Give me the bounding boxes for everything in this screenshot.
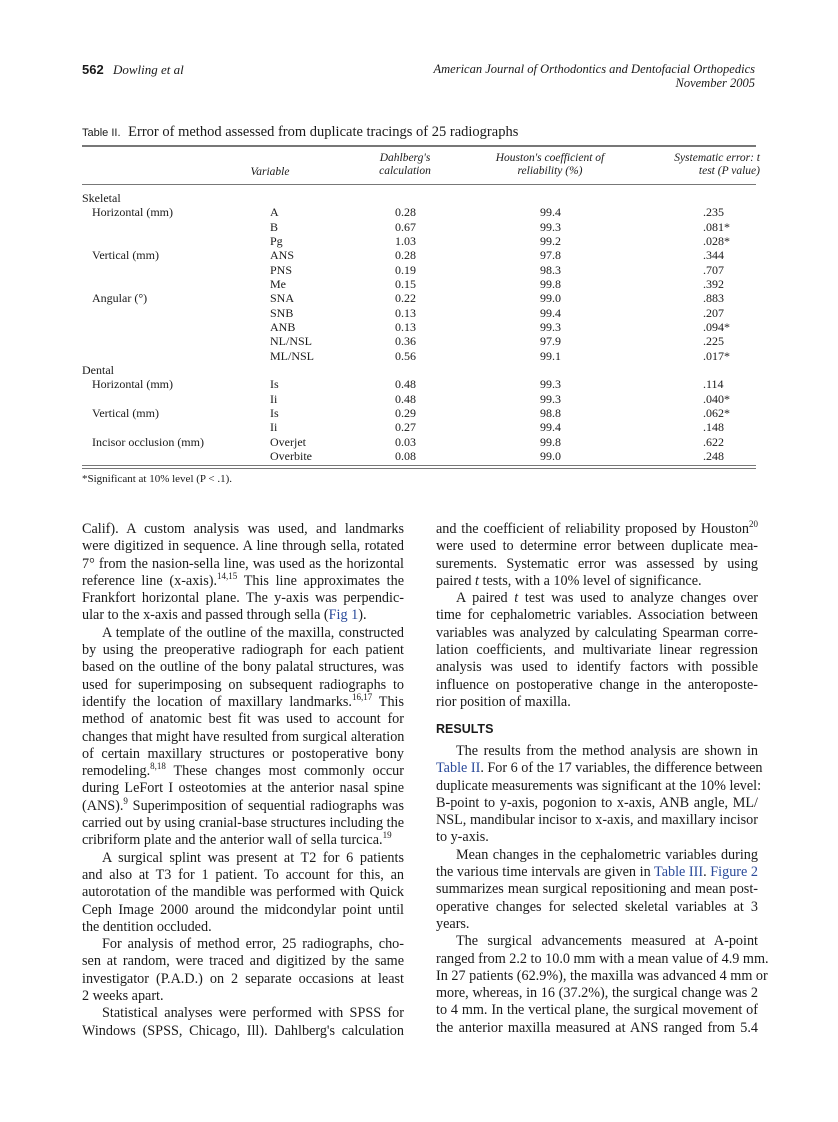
table-caption	[82, 124, 518, 141]
text-line	[436, 881, 758, 898]
cell-houston: 99.0	[540, 291, 561, 306]
text-run[interactable]: Calif). A custom analysis was used, and landmarks	[82, 521, 404, 537]
col-header-dahlberg: Dahlberg's calculation	[379, 152, 431, 177]
text-run[interactable]: analysis was used to identify factors with possible	[436, 659, 758, 676]
cell-variable: SNB	[270, 305, 294, 320]
text-line	[436, 538, 758, 555]
text-line	[82, 780, 404, 797]
cell-variable: Is	[270, 377, 279, 392]
cell-houston: 99.3	[540, 391, 561, 406]
cell-p-value: .028*	[703, 233, 730, 248]
text-line	[436, 864, 758, 881]
cross-reference-link[interactable]: Fig 1	[328, 607, 359, 624]
text-line	[82, 691, 404, 711]
col-header-variable: Variable	[250, 166, 290, 178]
text-run[interactable]: Superimposition of sequential radiographs was	[127, 797, 404, 814]
journal-name: American Journal of Orthodontics and Dentofacial Orthopedics	[433, 62, 755, 76]
row-subgroup-label: Horizontal (mm)	[92, 377, 173, 392]
citation-superscript: 9	[123, 795, 128, 806]
table-row	[82, 392, 756, 406]
text-run[interactable]: changes that might have resulted from surgical alteration	[82, 728, 405, 745]
cell-p-value: .392	[703, 276, 724, 291]
text-run[interactable]: Windows (SPSS, Chicago, Ill). Dahlberg's calculation	[82, 1022, 404, 1039]
text-line	[436, 795, 758, 812]
cell-dahlberg: 0.29	[395, 405, 416, 420]
row-group-label: Skeletal	[82, 191, 121, 205]
cell-variable: Overjet	[270, 434, 306, 449]
cell-variable: ML/NSL	[270, 348, 315, 363]
cell-dahlberg: 0.13	[395, 305, 416, 320]
cell-houston: 99.8	[540, 276, 561, 291]
text-line	[82, 607, 404, 624]
text-run[interactable]: ).	[358, 607, 367, 624]
text-line	[82, 1023, 404, 1040]
cell-houston: 97.9	[540, 334, 561, 349]
cell-variable: Me	[270, 276, 286, 291]
cell-p-value: .062*	[703, 405, 730, 420]
text-line	[436, 847, 758, 864]
text-run[interactable]: used for superimposing on subsequent radiographs to	[82, 676, 404, 693]
cell-p-value: .883	[703, 291, 724, 306]
text-run[interactable]: more, whereas, in 16 (37.2%), the surgical change was 2	[436, 985, 758, 1002]
italic-text: t	[475, 572, 479, 589]
cell-p-value: .622	[703, 434, 724, 449]
text-run[interactable]: operative changes for selected skeletal variables at 3	[436, 898, 758, 915]
text-run[interactable]: cribriform plate and the anterior wall of sella turcica.	[82, 832, 383, 849]
table-bottom-rule-2	[82, 468, 756, 469]
text-run[interactable]: tests, with a 10% level of significance.	[478, 572, 702, 589]
cell-variable: A	[270, 205, 279, 220]
text-line	[436, 967, 768, 985]
text-run[interactable]: to 4 mm. In the vertical plane, the surgical movement of	[436, 1002, 758, 1019]
text-line	[82, 570, 404, 590]
cell-houston: 99.3	[540, 377, 561, 392]
text-line	[82, 850, 404, 867]
table-section-row	[82, 191, 756, 205]
text-run[interactable]: variables was analyzed by calculating Spearman corre-	[436, 624, 758, 641]
text-line	[436, 607, 758, 624]
text-line	[82, 988, 404, 1005]
cell-p-value: .114	[703, 377, 724, 392]
cell-variable: Is	[270, 405, 279, 420]
text-run[interactable]: 7° from the nasion-sella line, was used as the horizontal	[82, 555, 404, 572]
text-run[interactable]: . For 6 of the 17 variables, the difference between	[480, 760, 763, 777]
table-row	[82, 277, 756, 291]
cell-dahlberg: 0.48	[395, 377, 416, 392]
text-run[interactable]: These changes most commonly occur	[165, 763, 404, 780]
page-number: 562	[82, 62, 104, 77]
italic-text: t	[514, 590, 519, 607]
text-line	[436, 677, 758, 694]
cell-dahlberg: 0.15	[395, 276, 416, 291]
table-footnote: *Significant at 10% level (P < .1).	[82, 473, 232, 485]
text-run[interactable]: based on the outline of the bony palatal structures, was	[82, 659, 404, 676]
text-run[interactable]: of certain maxillary structures or postoperative bony	[82, 745, 404, 762]
text-line	[82, 815, 404, 832]
text-line	[436, 556, 758, 573]
text-line	[436, 950, 769, 968]
running-header-right	[434, 62, 756, 90]
text-run[interactable]: summarizes mean surgical repositioning and mean post-	[436, 881, 758, 898]
text-line	[436, 899, 758, 916]
table-row	[82, 234, 756, 248]
cell-p-value: .248	[703, 448, 724, 463]
cell-houston: 99.4	[540, 205, 561, 220]
text-line	[82, 625, 404, 642]
cell-houston: 99.1	[540, 348, 561, 363]
row-group-label: Dental	[82, 362, 114, 377]
cell-dahlberg: 0.27	[395, 420, 416, 435]
text-run[interactable]: test was used to analyze changes over	[518, 590, 758, 607]
text-line	[436, 1020, 758, 1037]
text-run[interactable]: influence on postoperative change in the anteroposte-	[436, 676, 758, 693]
cell-dahlberg: 0.19	[395, 262, 416, 277]
text-line	[436, 521, 758, 538]
col-header-systematic-error: Systematic error: t test (P value)	[674, 152, 760, 177]
table-row	[82, 248, 756, 262]
text-run[interactable]: B-point to y-axis, pogonion to x-axis, ANB angle, ML/	[436, 794, 758, 811]
text-run[interactable]: were used to determine error between duplicate mea-	[436, 538, 758, 555]
table-row	[82, 291, 756, 305]
cell-variable: B	[270, 219, 279, 234]
right-text-column-bottom	[436, 743, 769, 1037]
text-line	[436, 1002, 758, 1019]
text-run[interactable]: 2 weeks apart.	[82, 988, 164, 1005]
text-line	[82, 659, 404, 676]
citation-superscript: 16,17	[351, 691, 373, 702]
text-run[interactable]: In 27 patients (62.9%), the maxilla was advanced 4 mm or	[436, 967, 768, 984]
text-run[interactable]: .	[703, 864, 711, 881]
cell-dahlberg: 0.13	[395, 319, 416, 334]
table-row	[82, 334, 756, 348]
cell-dahlberg: 0.67	[395, 219, 416, 234]
cell-variable: Overbite	[270, 448, 312, 463]
text-run[interactable]: and also at T3 for 1 patient. To account for this, an	[82, 866, 404, 883]
text-line	[82, 521, 404, 538]
text-line	[82, 590, 404, 607]
text-line	[82, 832, 404, 849]
text-run[interactable]: method of anatomic best fit was used to account for	[82, 711, 404, 728]
text-run[interactable]: investigator (P.A.D.) on 2 separate occasions at least	[82, 970, 404, 987]
cell-p-value: .707	[703, 262, 724, 277]
text-run[interactable]: the various time intervals are given in	[436, 864, 655, 881]
text-line	[436, 573, 758, 590]
cell-variable: Pg	[270, 233, 283, 248]
text-line	[436, 590, 758, 607]
text-line	[82, 763, 404, 780]
text-run[interactable]: For analysis of method error, 25 radiographs, cho-	[102, 936, 404, 953]
row-subgroup-label: Incisor occlusion (mm)	[92, 434, 204, 449]
text-run[interactable]: A surgical splint was present at T2 for 6 patients	[102, 849, 404, 866]
text-line	[436, 694, 758, 711]
cell-variable: PNS	[270, 262, 293, 277]
text-run[interactable]: to y-axis.	[436, 829, 489, 846]
text-line	[436, 625, 758, 642]
cell-variable: ANS	[270, 248, 295, 263]
text-line	[82, 953, 404, 970]
cell-houston: 98.8	[540, 405, 561, 420]
text-run[interactable]: paired	[436, 572, 475, 589]
table-row	[82, 449, 756, 463]
text-run[interactable]: reference line (x-axis).	[82, 572, 218, 589]
text-line	[436, 933, 758, 950]
left-text-column	[82, 521, 404, 1040]
text-run[interactable]: rior position of maxilla.	[436, 693, 571, 710]
table-row	[82, 263, 756, 277]
text-run[interactable]: NSL, mandibular incisor to x-axis, and maxillary incisor	[436, 812, 758, 829]
text-line	[436, 777, 762, 795]
cell-houston: 99.4	[540, 305, 561, 320]
text-run[interactable]: were digitized in sequence. A line through sella, rotated	[82, 538, 404, 555]
cell-dahlberg: 0.03	[395, 434, 416, 449]
text-line	[82, 556, 404, 573]
cell-p-value: .235	[703, 205, 724, 220]
authors: Dowling et al	[112, 62, 184, 77]
cell-dahlberg: 0.48	[395, 391, 416, 406]
table-title: Error of method assessed from duplicate tracings of 25 radiographs	[128, 124, 519, 140]
text-line	[82, 729, 404, 746]
text-run[interactable]: Mean changes in the cephalometric variables during	[456, 846, 758, 863]
row-subgroup-label: Angular (°)	[92, 291, 148, 306]
text-line	[436, 812, 758, 829]
text-run[interactable]: This line approximates the	[237, 572, 404, 589]
row-subgroup-label: Vertical (mm)	[92, 248, 159, 263]
text-run[interactable]: ranged from 2.2 to 10.0 mm with a mean value of 4.9 mm.	[436, 950, 769, 967]
text-run[interactable]: years.	[436, 915, 470, 932]
table-row	[82, 406, 756, 420]
cross-reference-link[interactable]: Table III	[654, 864, 704, 881]
table-row	[82, 205, 756, 219]
cell-p-value: .094*	[703, 319, 730, 334]
text-line	[436, 760, 763, 777]
text-line	[82, 1005, 404, 1022]
text-run[interactable]: Statistical analyses were performed with SPSS for	[102, 1005, 404, 1022]
text-line	[82, 746, 404, 763]
cell-dahlberg: 0.28	[395, 205, 416, 220]
text-run[interactable]: identify the location of maxillary landmarks.	[82, 693, 352, 710]
text-run[interactable]: A template of the outline of the maxilla, constructed	[102, 624, 404, 641]
citation-superscript: 20	[749, 519, 758, 529]
cell-p-value: .040*	[703, 391, 730, 406]
table-bottom-rule	[82, 465, 756, 466]
cell-dahlberg: 0.22	[395, 291, 416, 306]
text-line	[436, 916, 758, 933]
cell-houston: 99.4	[540, 420, 561, 435]
text-line	[436, 659, 758, 676]
issue-date: November 2005	[675, 76, 755, 90]
row-subgroup-label: Vertical (mm)	[92, 405, 159, 420]
cell-p-value: .344	[703, 248, 724, 263]
text-line	[82, 795, 404, 815]
cell-variable: ANB	[270, 319, 296, 334]
text-run[interactable]: surements. Systematic error was assessed by using	[436, 555, 758, 572]
text-line	[82, 538, 404, 555]
cell-dahlberg: 0.56	[395, 348, 416, 363]
cell-variable: Ii	[270, 420, 278, 435]
cell-houston: 99.3	[540, 319, 561, 334]
cell-houston: 99.8	[540, 434, 561, 449]
text-run[interactable]: The surgical advancements measured at A-point	[456, 933, 758, 950]
cell-houston: 99.3	[540, 219, 561, 234]
cell-dahlberg: 0.08	[395, 448, 416, 463]
table-row	[82, 306, 756, 320]
table-row	[82, 349, 756, 363]
text-run[interactable]: (ANS).	[82, 797, 124, 814]
cell-p-value: .207	[703, 305, 724, 320]
text-run[interactable]: remodeling.	[82, 763, 151, 780]
cell-houston: 98.3	[540, 262, 561, 277]
cell-houston: 97.8	[540, 248, 561, 263]
text-run[interactable]: lation coefficients, and multivariate linear regression	[436, 642, 758, 659]
text-run[interactable]: the anterior maxilla measured at ANS ranged from 5.4	[436, 1019, 758, 1036]
text-line	[436, 829, 758, 846]
cell-variable: SNA	[270, 291, 295, 306]
table-label: Table II.	[82, 127, 121, 139]
table-top-rule	[82, 145, 756, 147]
text-line	[82, 884, 404, 901]
table-body	[82, 191, 756, 463]
text-run[interactable]: Frankfort horizontal plane. The y-axis was perpendic-	[82, 590, 404, 607]
cell-houston: 99.2	[540, 233, 561, 248]
table-row	[82, 320, 756, 334]
running-header-left	[82, 62, 184, 78]
section-heading-results: RESULTS	[436, 722, 494, 736]
col-header-houston: Houston's coefficient of reliability (%)	[495, 152, 605, 177]
text-run[interactable]: by using the preoperative radiograph for each patient	[82, 642, 404, 659]
table-header-rule	[82, 184, 756, 185]
text-run[interactable]: autorotation of the mandible was performed with Quick	[82, 884, 404, 901]
text-run[interactable]: Ceph Image 2000 around the midcondylar point until	[82, 901, 404, 918]
table-row	[82, 377, 756, 391]
text-run[interactable]: A paired	[456, 590, 515, 607]
cell-dahlberg: 0.28	[395, 248, 416, 263]
table-row	[82, 220, 756, 234]
text-line	[82, 936, 404, 953]
citation-superscript: 8,18	[150, 761, 166, 772]
cell-variable: NL/NSL	[270, 334, 312, 349]
cell-variable: Ii	[270, 391, 278, 406]
cell-p-value: .225	[703, 334, 724, 349]
citation-superscript: 19	[382, 830, 392, 841]
text-run[interactable]: and the coefficient of reliability proposed by Houston	[436, 521, 749, 537]
text-run[interactable]: carried out by using cranial-base structures including the	[82, 815, 404, 832]
text-run[interactable]: The results from the method analysis are shown in	[456, 743, 758, 759]
row-subgroup-label: Horizontal (mm)	[92, 205, 173, 220]
cell-p-value: .081*	[703, 219, 730, 234]
text-line	[82, 711, 404, 728]
citation-superscript: 14,15	[217, 570, 238, 581]
text-line	[82, 902, 404, 919]
table-section-row	[82, 363, 756, 377]
text-run[interactable]: This	[372, 693, 404, 710]
text-line	[436, 642, 758, 659]
cross-reference-link[interactable]: Table II	[436, 760, 481, 777]
cell-p-value: .148	[703, 420, 724, 435]
text-run[interactable]: during LeFort I osteotomies at the anterior nasal spine	[82, 780, 404, 797]
cell-p-value: .017*	[703, 348, 730, 363]
text-line	[436, 743, 758, 760]
cell-dahlberg: 1.03	[395, 233, 416, 248]
right-text-column-top	[436, 521, 758, 711]
text-line	[82, 971, 404, 988]
text-line	[82, 919, 404, 936]
text-line	[82, 867, 404, 884]
text-run[interactable]: time for cephalometric variables. Association between	[436, 607, 758, 624]
text-run[interactable]: duplicate measurements was significant at the 10% level:	[436, 777, 762, 794]
text-run[interactable]: ular to the x-axis and passed through sella (	[82, 607, 329, 624]
table-row	[82, 435, 756, 449]
text-line	[82, 642, 404, 659]
cell-houston: 99.0	[540, 448, 561, 463]
cell-dahlberg: 0.36	[395, 334, 416, 349]
cross-reference-link[interactable]: Figure 2	[710, 864, 759, 881]
text-line	[436, 985, 758, 1002]
text-run[interactable]: sen at random, were traced and digitized by the same	[82, 953, 404, 970]
text-run[interactable]: the dentition occluded.	[82, 918, 212, 935]
table-row	[82, 420, 756, 434]
